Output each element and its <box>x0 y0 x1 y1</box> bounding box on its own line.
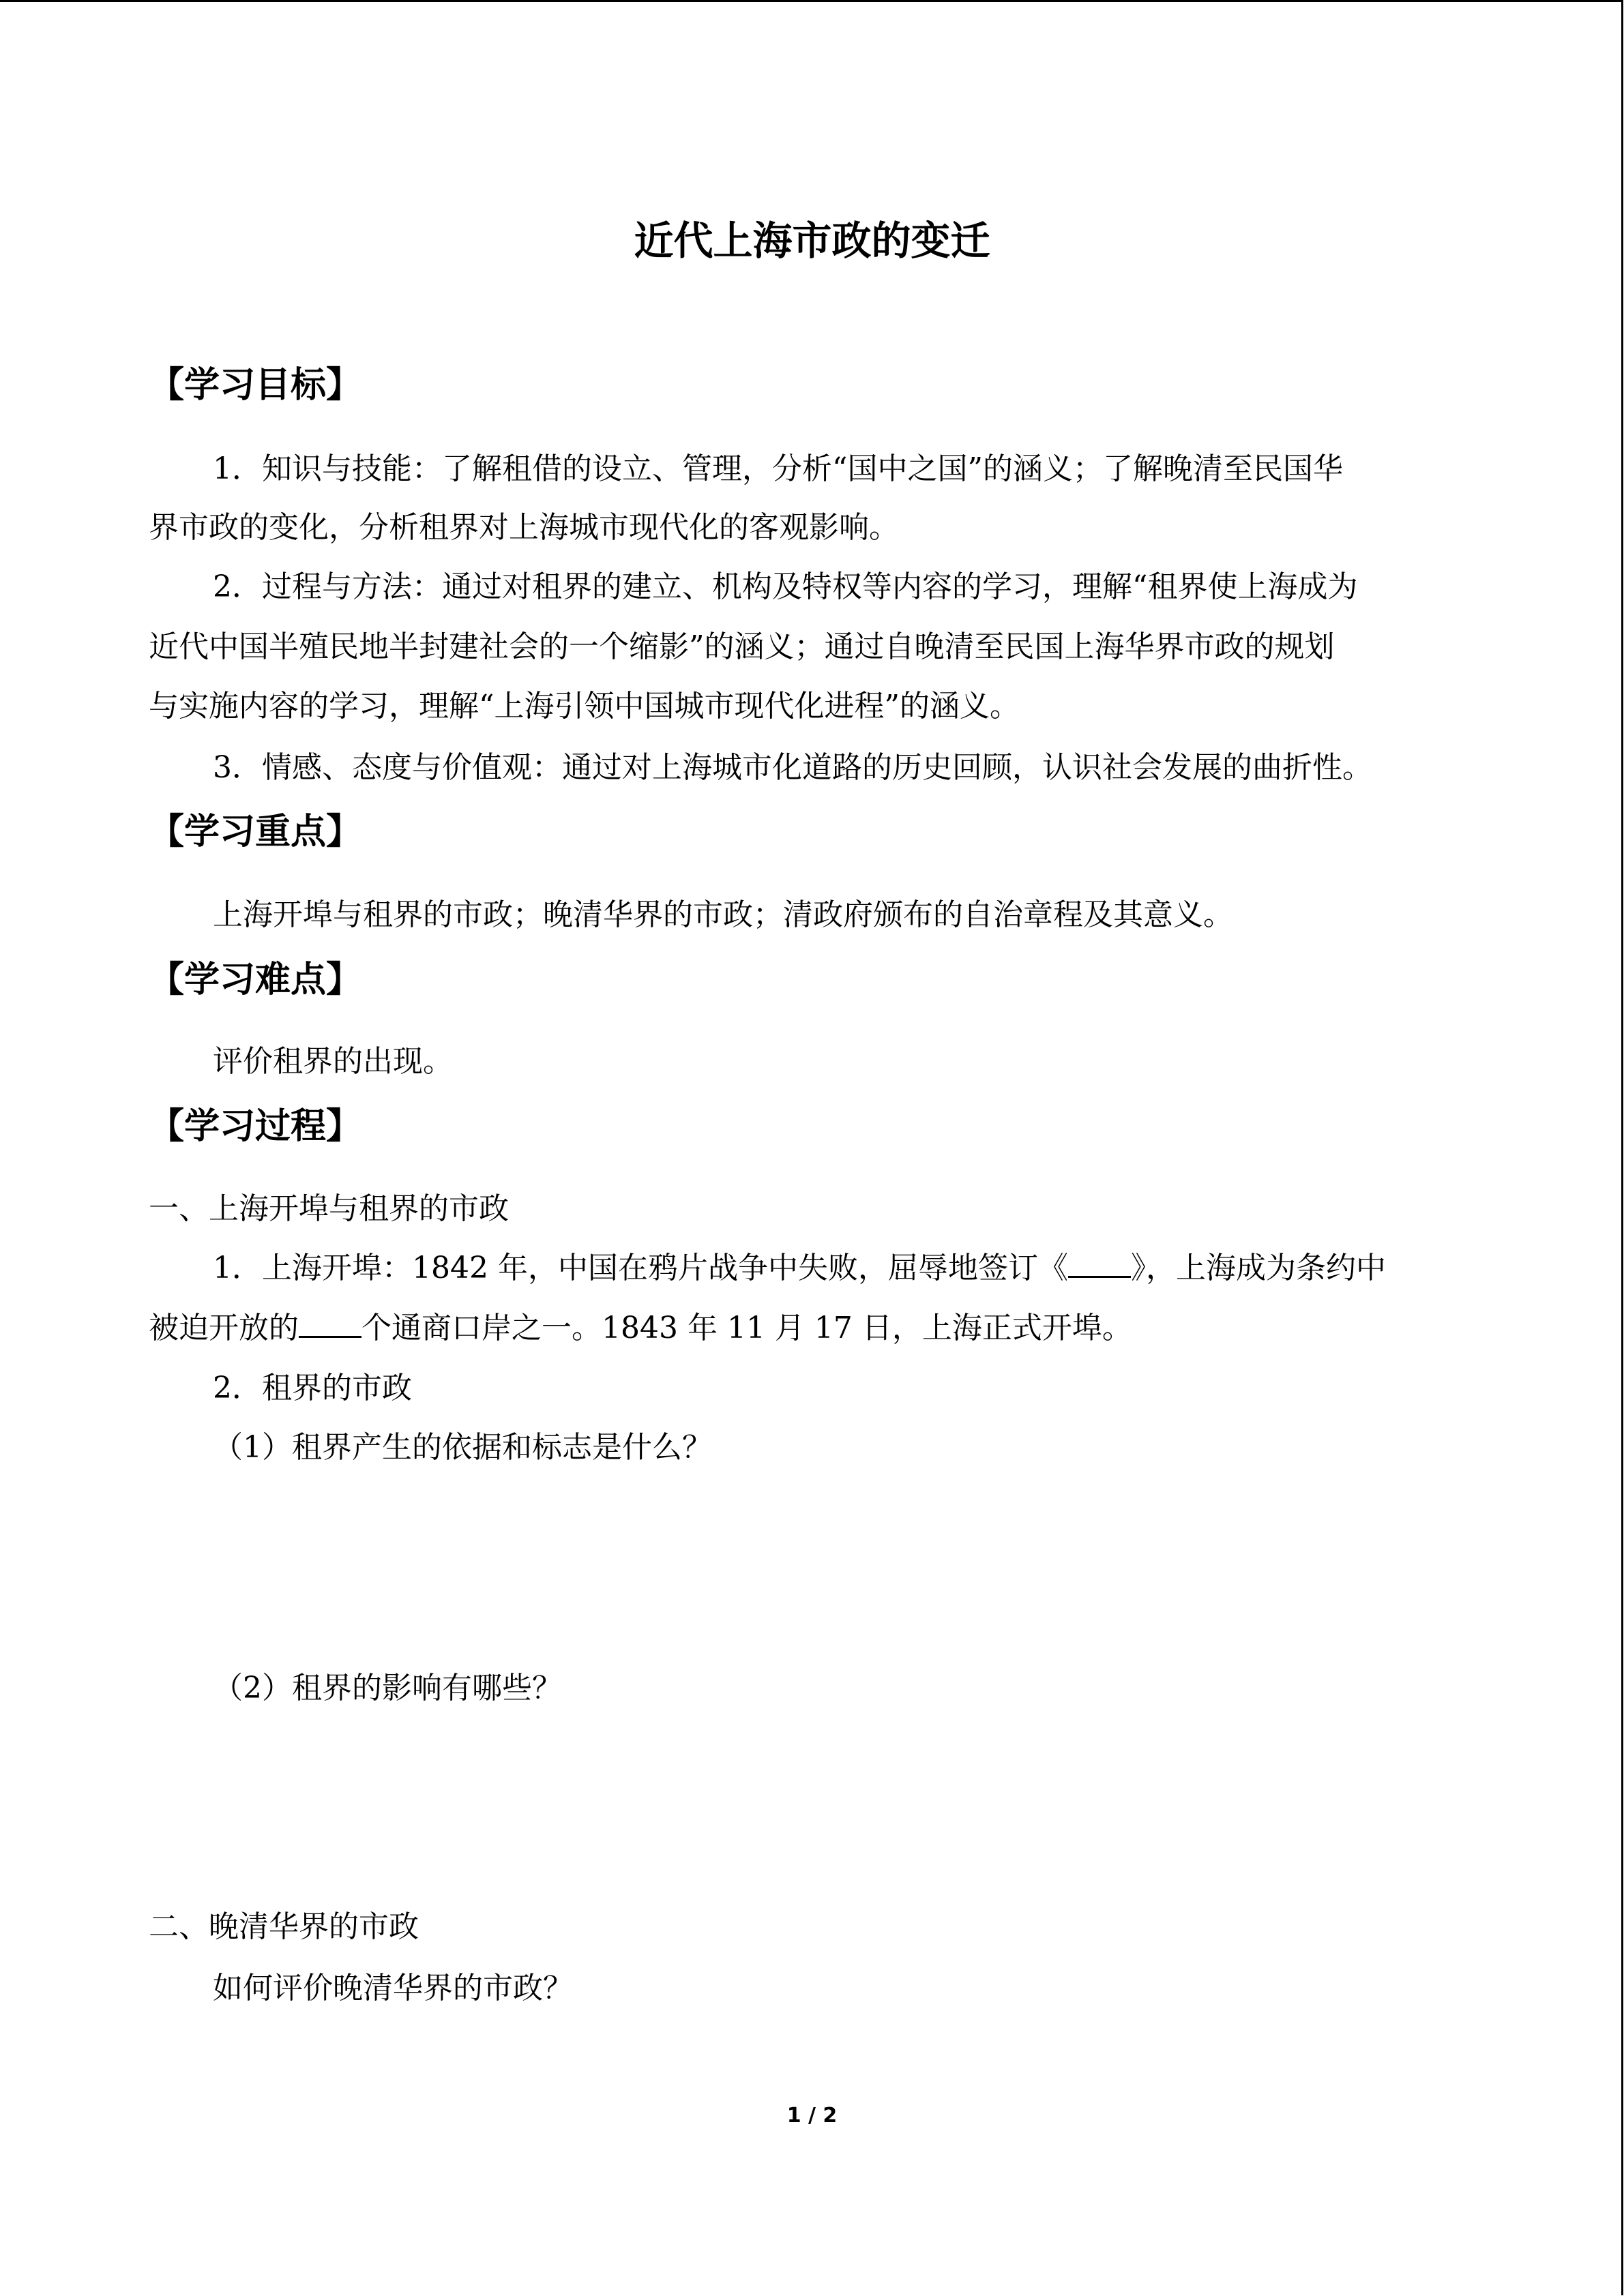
document-title: 近代上海市政的变迁 <box>634 218 990 264</box>
heading-objectives: 【学习目标】 <box>149 364 362 406</box>
part-1-title: 一、上海开埠与租界的市政 <box>149 1191 509 1226</box>
treaty-blank <box>1068 1249 1131 1278</box>
item-1-text-a: 1．上海开埠：1842 年，中国在鸦片战争中失败，屈辱地签订《 <box>213 1251 1068 1285</box>
heading-process: 【学习过程】 <box>149 1105 362 1147</box>
count-blank <box>299 1309 361 1338</box>
objective-2-line-2: 近代中国半殖民地半封建社会的一个缩影”的涵义；通过自晚清至民国上海华界市政的规划 <box>149 629 1335 664</box>
part-2-question: 如何评价晚清华界的市政？ <box>213 1971 573 2006</box>
item-1-text-b: 》，上海成为条约中 <box>1130 1251 1386 1285</box>
item-1-text-d: 个通商口岸之一。1843 年 11 月 17 日，上海正式开埠。 <box>361 1311 1132 1345</box>
objective-1-line-2: 界市政的变化，分析租界对上海城市现代化的客观影响。 <box>149 510 899 545</box>
page-number: 1 / 2 <box>786 2104 838 2128</box>
objective-3: 3．情感、态度与价值观：通过对上海城市化道路的历史回顾，认识社会发展的曲折性。 <box>213 750 1372 785</box>
key-points-text: 上海开埠与租界的市政；晚清华界的市政；清政府颁布的自治章程及其意义。 <box>213 897 1233 932</box>
item-1-text-c: 被迫开放的 <box>149 1311 299 1345</box>
process-item-2-title: 2．租界的市政 <box>213 1371 412 1405</box>
objective-1-line-1: 1．知识与技能：了解租借的设立、管理，分析“国中之国”的涵义；了解晚清至民国华 <box>213 451 1343 486</box>
difficulties-text: 评价租界的出现。 <box>213 1044 453 1079</box>
process-item-1-line-2 <box>149 1304 1132 1353</box>
heading-difficulties: 【学习难点】 <box>149 959 362 1000</box>
question-1: （1）租界产生的依据和标志是什么？ <box>213 1430 712 1465</box>
part-2-title: 二、晚清华界的市政 <box>149 1909 419 1944</box>
objective-2-line-1: 2．过程与方法：通过对租界的建立、机构及特权等内容的学习，理解“租界使上海成为 <box>213 569 1358 604</box>
process-item-1-line-1 <box>213 1244 1386 1293</box>
question-2: （2）租界的影响有哪些？ <box>213 1671 562 1705</box>
objective-2-line-3: 与实施内容的学习，理解“上海引领中国城市现代化进程”的涵义。 <box>149 689 1020 724</box>
heading-key-points: 【学习重点】 <box>149 811 362 852</box>
